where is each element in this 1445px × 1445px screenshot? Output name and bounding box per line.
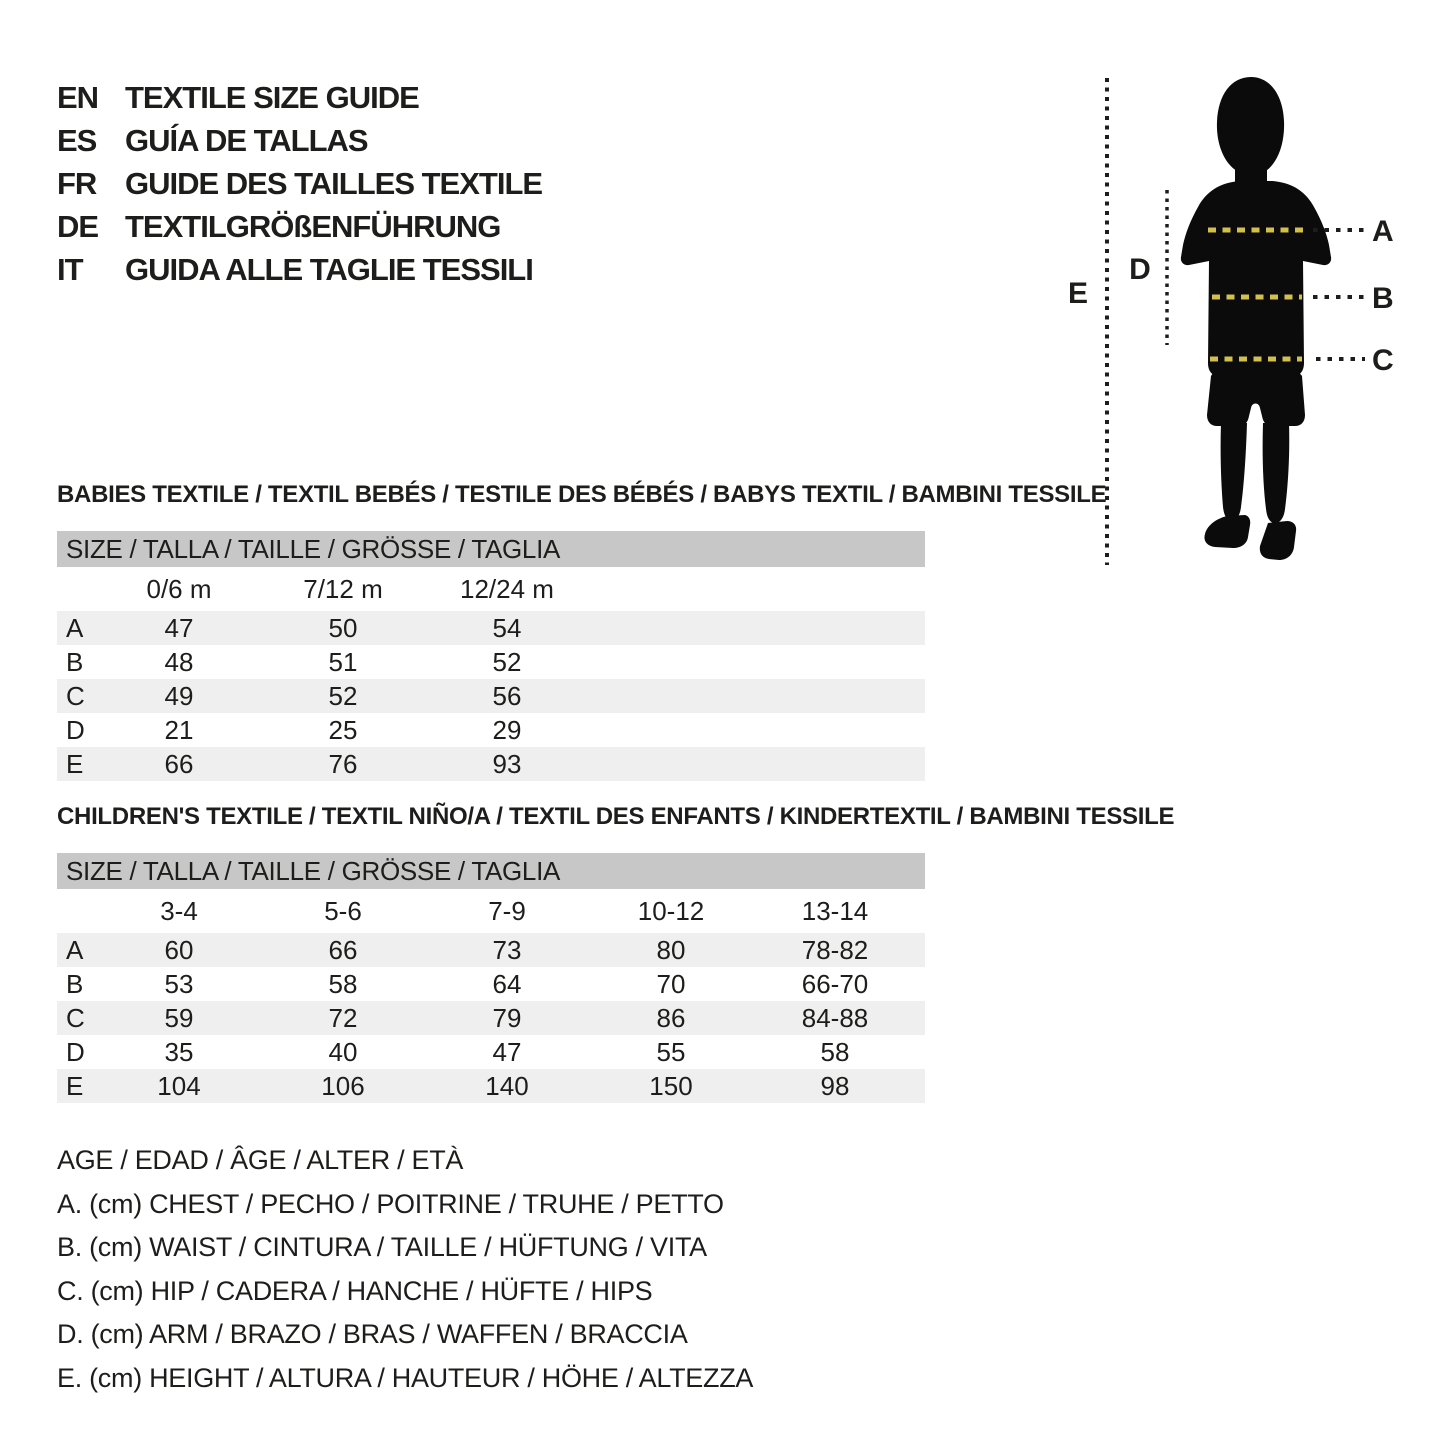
column-headers-row [57,567,925,611]
size-cell: 98 [820,1070,850,1101]
language-title: GUIDE DES TAILLES TEXTILE [125,165,543,201]
language-title: TEXTILE SIZE GUIDE [125,79,419,115]
row-label: B [66,968,84,999]
size-cell: 150 [649,1070,693,1101]
size-cell: 25 [328,714,358,745]
size-cell: 53 [164,968,194,999]
language-row [57,76,542,119]
label-waist-b: B [1372,282,1394,315]
legend-line-arm: D. (cm) ARM / BRAZO / BRAS / WAFFEN / BRACCIA [57,1319,688,1350]
silhouette-left-shoe [1204,515,1250,548]
row-label: B [66,646,84,677]
babies-section-title: BABIES TEXTILE / TEXTIL BEBÉS / TESTILE DES BÉBÉS / BABYS TEXTIL / BAMBINI TESSILE [57,481,1107,508]
silhouette-shirt [1181,181,1331,377]
silhouette-right-shoe [1260,521,1296,560]
row-label: D [66,1036,85,1067]
measurement-legend [57,1139,753,1400]
size-cell: 54 [492,612,522,643]
size-cell: 29 [492,714,522,745]
children-section-title: CHILDREN'S TEXTILE / TEXTIL NIÑO/A / TEXTIL DES ENFANTS / KINDERTEXTIL / BAMBINI TESSILE [57,803,1175,830]
table-row [57,967,925,1001]
size-cell: 35 [164,1036,194,1067]
legend-line-chest: A. (cm) CHEST / PECHO / POITRINE / TRUHE / PETTO [57,1188,724,1219]
label-hip-c: C [1372,344,1394,377]
language-title: GUIDA ALLE TAGLIE TESSILI [125,251,533,287]
row-label: E [66,748,84,779]
table-rows [57,933,925,1103]
size-cell: 21 [164,714,194,745]
size-cell: 50 [328,612,358,643]
size-cell: 73 [492,934,522,965]
silhouette-right-leg [1263,423,1290,523]
size-cell: 140 [485,1070,529,1101]
size-cell: 59 [164,1002,194,1033]
column-header: 3-4 [160,895,198,926]
label-chest-a: A [1372,215,1394,248]
size-cell: 84-88 [801,1002,869,1033]
size-cell: 79 [492,1002,522,1033]
label-height-e: E [1067,277,1089,310]
size-cell: 104 [157,1070,201,1101]
language-title: TEXTILGRÖßENFÜHRUNG [125,208,501,244]
size-cell: 55 [656,1036,686,1067]
column-header: 12/24 m [460,573,554,604]
column-header: 13-14 [801,895,869,926]
size-cell: 106 [321,1070,365,1101]
size-cell: 40 [328,1036,358,1067]
size-cell: 76 [328,748,358,779]
table-rows [57,611,925,781]
language-row [57,248,542,291]
column-header: 10-12 [637,895,705,926]
legend-line-waist: B. (cm) WAIST / CINTURA / TAILLE / HÜFTUNG / VITA [57,1232,707,1263]
table-row [57,1001,925,1035]
legend-line-age: AGE / EDAD / ÂGE / ALTER / ETÀ [57,1145,464,1176]
language-code: EN [57,79,99,115]
language-code: FR [57,165,97,201]
column-headers-row [57,889,925,933]
language-title-list [57,76,542,291]
table-row [57,645,925,679]
row-label: C [66,680,85,711]
silhouette-shorts [1207,370,1305,426]
row-label: E [66,1070,84,1101]
language-code: DE [57,208,99,244]
row-label: A [66,934,84,965]
silhouette-head [1217,77,1284,171]
column-header: 7-9 [488,895,526,926]
size-header-band: SIZE / TALLA / TAILLE / GRÖSSE / TAGLIA [57,531,925,567]
size-cell: 64 [492,968,522,999]
size-cell: 80 [656,934,686,965]
babies-size-table [57,531,925,781]
size-cell: 48 [164,646,194,677]
measurement-figure [1050,60,1445,600]
label-arm-d: D [1129,253,1151,286]
size-cell: 66 [164,748,194,779]
size-cell: 66 [328,934,358,965]
size-cell: 60 [164,934,194,965]
legend-line-height: E. (cm) HEIGHT / ALTURA / HAUTEUR / HÖHE / ALTEZZA [57,1362,754,1393]
size-cell: 58 [820,1036,850,1067]
size-cell: 56 [492,680,522,711]
language-row [57,119,542,162]
column-header: 5-6 [324,895,362,926]
size-cell: 51 [328,646,358,677]
table-row [57,679,925,713]
size-cell: 47 [164,612,194,643]
size-cell: 78-82 [801,934,869,965]
size-cell: 49 [164,680,194,711]
size-cell: 93 [492,748,522,779]
language-code: IT [57,251,83,287]
table-row [57,611,925,645]
table-row [57,1069,925,1103]
size-cell: 58 [328,968,358,999]
table-row [57,747,925,781]
size-cell: 72 [328,1002,358,1033]
size-cell: 66-70 [801,968,869,999]
legend-line-hip: C. (cm) HIP / CADERA / HANCHE / HÜFTE / HIPS [57,1275,653,1306]
language-title: GUÍA DE TALLAS [125,122,368,158]
size-cell: 47 [492,1036,522,1067]
row-label: C [66,1002,85,1033]
column-header: 7/12 m [303,573,383,604]
child-silhouette-icon [1181,77,1331,560]
row-label: D [66,714,85,745]
column-header: 0/6 m [146,573,212,604]
size-header-band: SIZE / TALLA / TAILLE / GRÖSSE / TAGLIA [57,853,925,889]
row-label: A [66,612,84,643]
silhouette-left-leg [1221,423,1247,521]
language-row [57,205,542,248]
table-row [57,713,925,747]
language-row [57,162,542,205]
size-cell: 70 [656,968,686,999]
size-cell: 86 [656,1002,686,1033]
table-row [57,933,925,967]
children-size-table [57,853,925,1103]
table-row [57,1035,925,1069]
size-cell: 52 [328,680,358,711]
language-code: ES [57,122,97,158]
size-cell: 52 [492,646,522,677]
